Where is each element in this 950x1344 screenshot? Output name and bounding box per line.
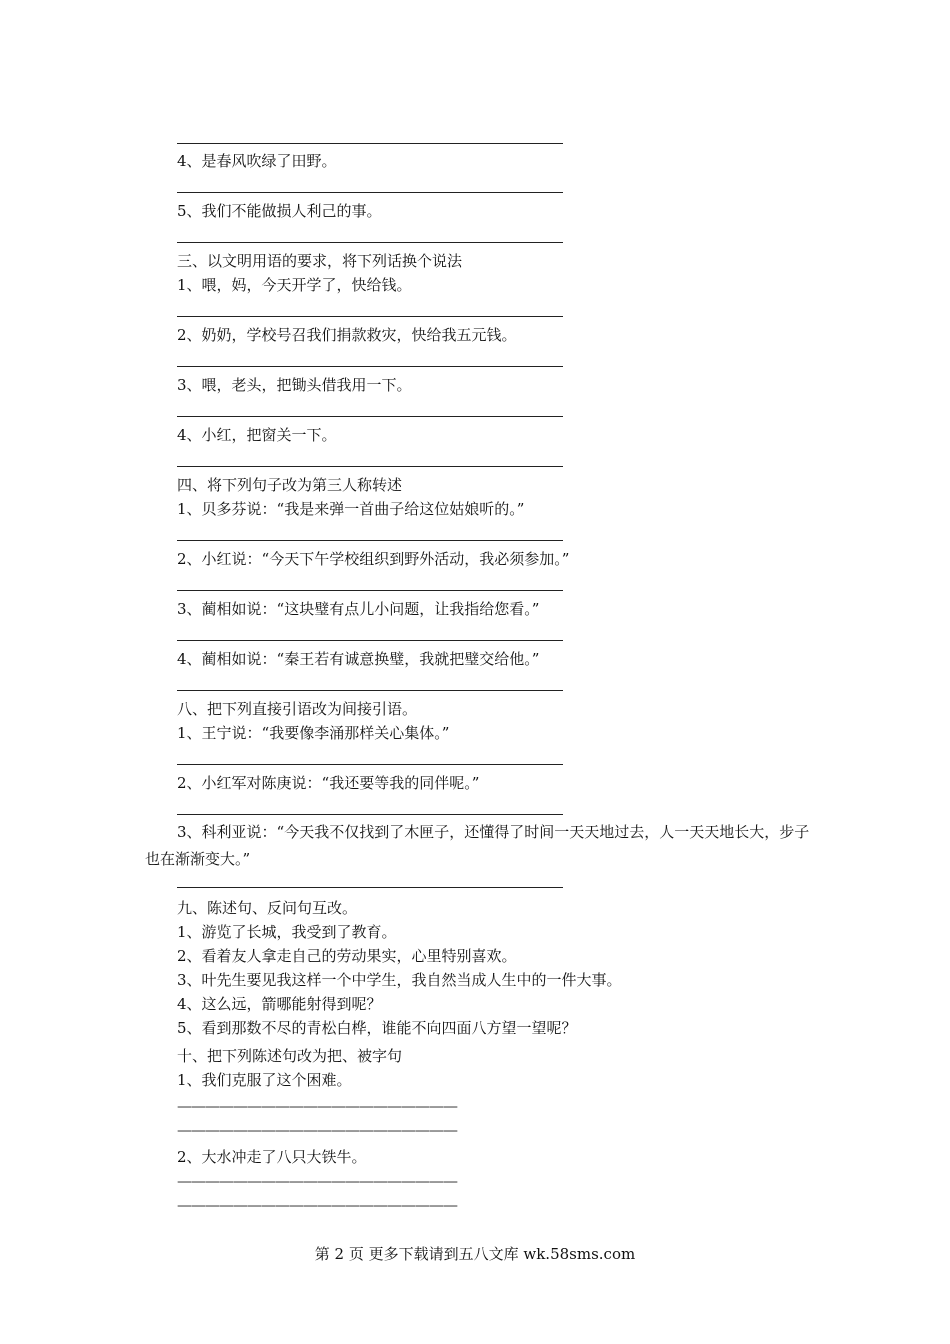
section-heading: 四、将下列句子改为第三人称转述 (177, 476, 403, 494)
answer-line (177, 764, 563, 765)
answer-line (177, 690, 563, 691)
dash-answer-line: ———————————————————— (177, 1196, 457, 1214)
exercise-item: 4、这么远，箭哪能射得到呢？ (177, 995, 382, 1013)
exercise-item: 2、小红说：“今天下午学校组织到野外活动，我必须参加。” (177, 550, 570, 568)
exercise-item: 5、看到那数不尽的青松白桦，谁能不向四面八方望一望呢？ (177, 1019, 577, 1037)
exercise-item: 2、奶奶，学校号召我们捐款救灾，快给我五元钱。 (177, 326, 517, 344)
section-heading: 十、把下列陈述句改为把、被字句 (177, 1047, 403, 1065)
answer-line (177, 143, 563, 144)
answer-line (177, 590, 563, 591)
exercise-item: 1、贝多芬说：“我是来弹一首曲子给这位姑娘听的。” (177, 500, 525, 518)
exercise-item: 3、叶先生要见我这样一个中学生，我自然当成人生中的一件大事。 (177, 971, 622, 989)
dash-answer-line: ———————————————————— (177, 1172, 457, 1190)
answer-line (177, 540, 563, 541)
exercise-item: 4、小红，把窗关一下。 (177, 426, 337, 444)
exercise-item: 4、是春风吹绿了田野。 (177, 152, 337, 170)
answer-line (177, 814, 563, 815)
exercise-item: 4、蔺相如说：“秦王若有诚意换璧，我就把璧交给他。” (177, 650, 540, 668)
page-footer: 第 2 页 更多下载请到五八文库 wk.58sms.com (314, 1245, 636, 1263)
answer-line (177, 887, 563, 888)
exercise-item: 3、喂，老头，把锄头借我用一下。 (177, 376, 412, 394)
exercise-item: 2、看着友人拿走自己的劳动果实，心里特别喜欢。 (177, 947, 517, 965)
section-heading: 八、把下列直接引语改为间接引语。 (177, 700, 418, 718)
exercise-item: 5、我们不能做损人利己的事。 (177, 202, 382, 220)
answer-line (177, 640, 563, 641)
answer-line (177, 416, 563, 417)
section-heading: 九、陈述句、反问句互改。 (177, 899, 358, 917)
exercise-item: 1、游览了长城，我受到了教育。 (177, 923, 397, 941)
exercise-item: 1、王宁说：“我要像李涌那样关心集体。” (177, 724, 450, 742)
answer-line (177, 242, 563, 243)
answer-line (177, 466, 563, 467)
section-heading: 三、以文明用语的要求，将下列话换个说法 (177, 252, 463, 270)
dash-answer-line: ———————————————————— (177, 1121, 457, 1139)
exercise-item: 2、小红军对陈庚说：“我还要等我的同伴呢。” (177, 774, 480, 792)
dash-answer-line: ———————————————————— (177, 1097, 457, 1115)
exercise-item: 1、我们克服了这个困难。 (177, 1071, 352, 1089)
answer-line (177, 192, 563, 193)
exercise-item-paragraph: 3、科利亚说：“今天我不仅找到了木匣子，还懂得了时间一天天地过去，人一天天地长大，步子也在渐渐变大。” (145, 823, 810, 868)
exercise-item: 2、大水冲走了八只大铁牛。 (177, 1148, 367, 1166)
exercise-item: 3、蔺相如说：“这块璧有点儿小问题，让我指给您看。” (177, 600, 540, 618)
answer-line (177, 366, 563, 367)
exercise-item: 1、喂，妈，今天开学了，快给钱。 (177, 276, 412, 294)
answer-line (177, 316, 563, 317)
